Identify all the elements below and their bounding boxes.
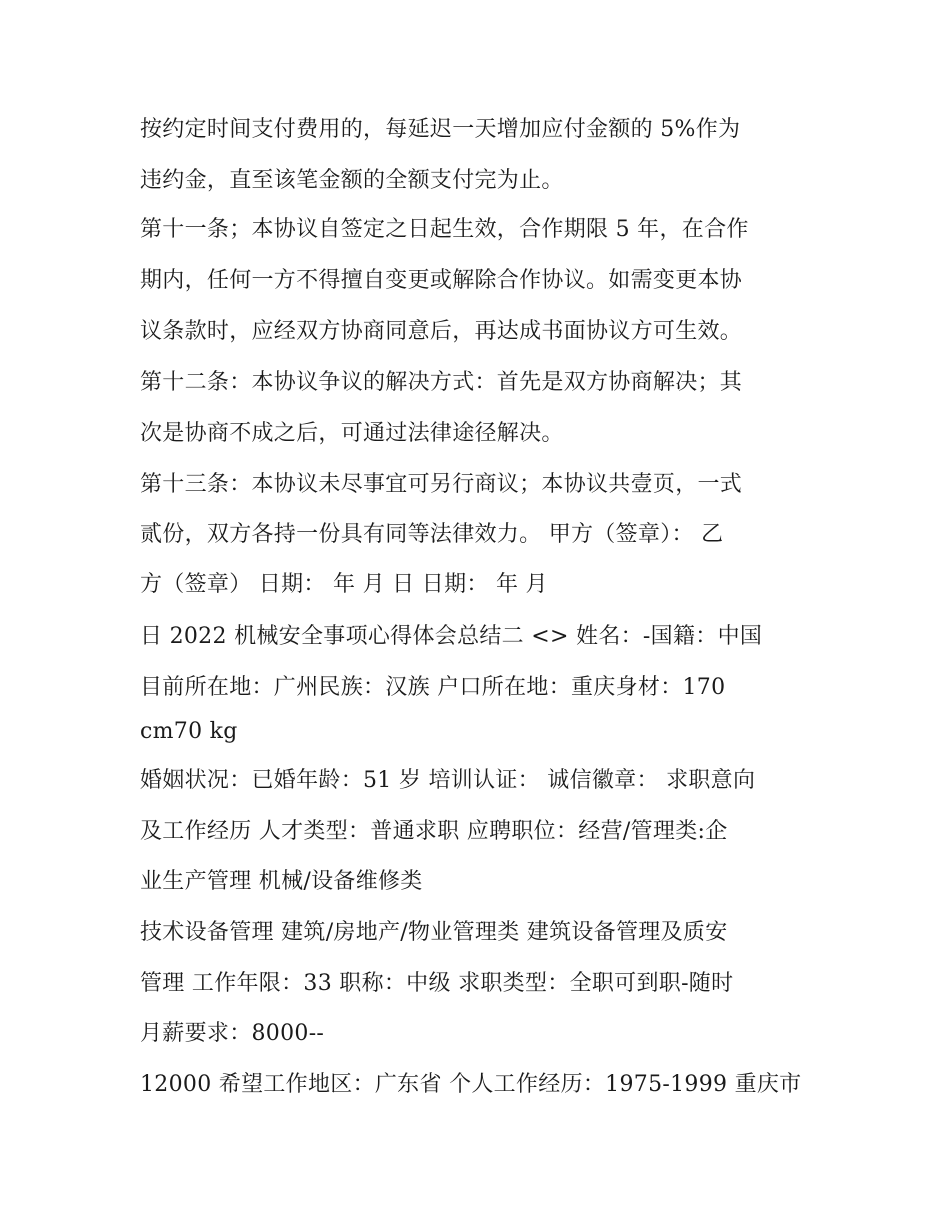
text-line: 第十一条；本协议自签定之日起生效，合作期限 5 年，在合作 [140,217,749,242]
text-line: 按约定时间支付费用的，每延迟一天增加应付金额的 5%作为 [140,117,741,142]
text-line: 日 2022 机械安全事项心得体会总结二 <> 姓名：-国籍：中国 [140,624,763,649]
text-line: 方（签章） 日期： 年 月 日 日期： 年 月 [140,572,548,597]
text-line: 期内，任何一方不得擅自变更或解除合作协议。如需变更本协 [140,268,743,293]
text-line: 目前所在地：广州民族：汉族 户口所在地：重庆身材：170 [140,675,726,700]
text-line: 业生产管理 机械/设备维修类 [140,869,423,894]
text-line: 次是协商不成之后，可通过法律途径解决。 [140,421,564,446]
text-line: 12000 希望工作地区：广东省 个人工作经历：1975-1999 重庆市 [140,1072,802,1097]
text-line: 技术设备管理 建筑/房地产/物业管理类 建筑设备管理及质安 [140,920,728,945]
text-line: 第十三条：本协议未尽事宜可另行商议；本协议共壹页，一式 [140,472,743,497]
text-line: 贰份，双方各持一份具有同等法律效力。 甲方（签章）： 乙 [140,522,724,547]
text-line: 管理 工作年限：33 职称：中级 求职类型：全职可到职-随时 [140,971,734,996]
text-line: cm70 kg [140,719,238,744]
text-line: 婚姻状况：已婚年龄：51 岁 培训认证： 诚信徽章： 求职意向 [140,768,756,793]
text-line: 违约金，直至该笔金额的全额支付完为止。 [140,168,564,193]
text-line: 月薪要求：8000-- [140,1021,325,1046]
text-line: 及工作经历 人才类型：普通求职 应聘职位：经营/管理类:企 [140,819,728,844]
text-line: 第十二条：本协议争议的解决方式：首先是双方协商解决；其 [140,370,743,395]
text-line: 议条款时，应经双方协商同意后，再达成书面协议方可生效。 [140,319,743,344]
